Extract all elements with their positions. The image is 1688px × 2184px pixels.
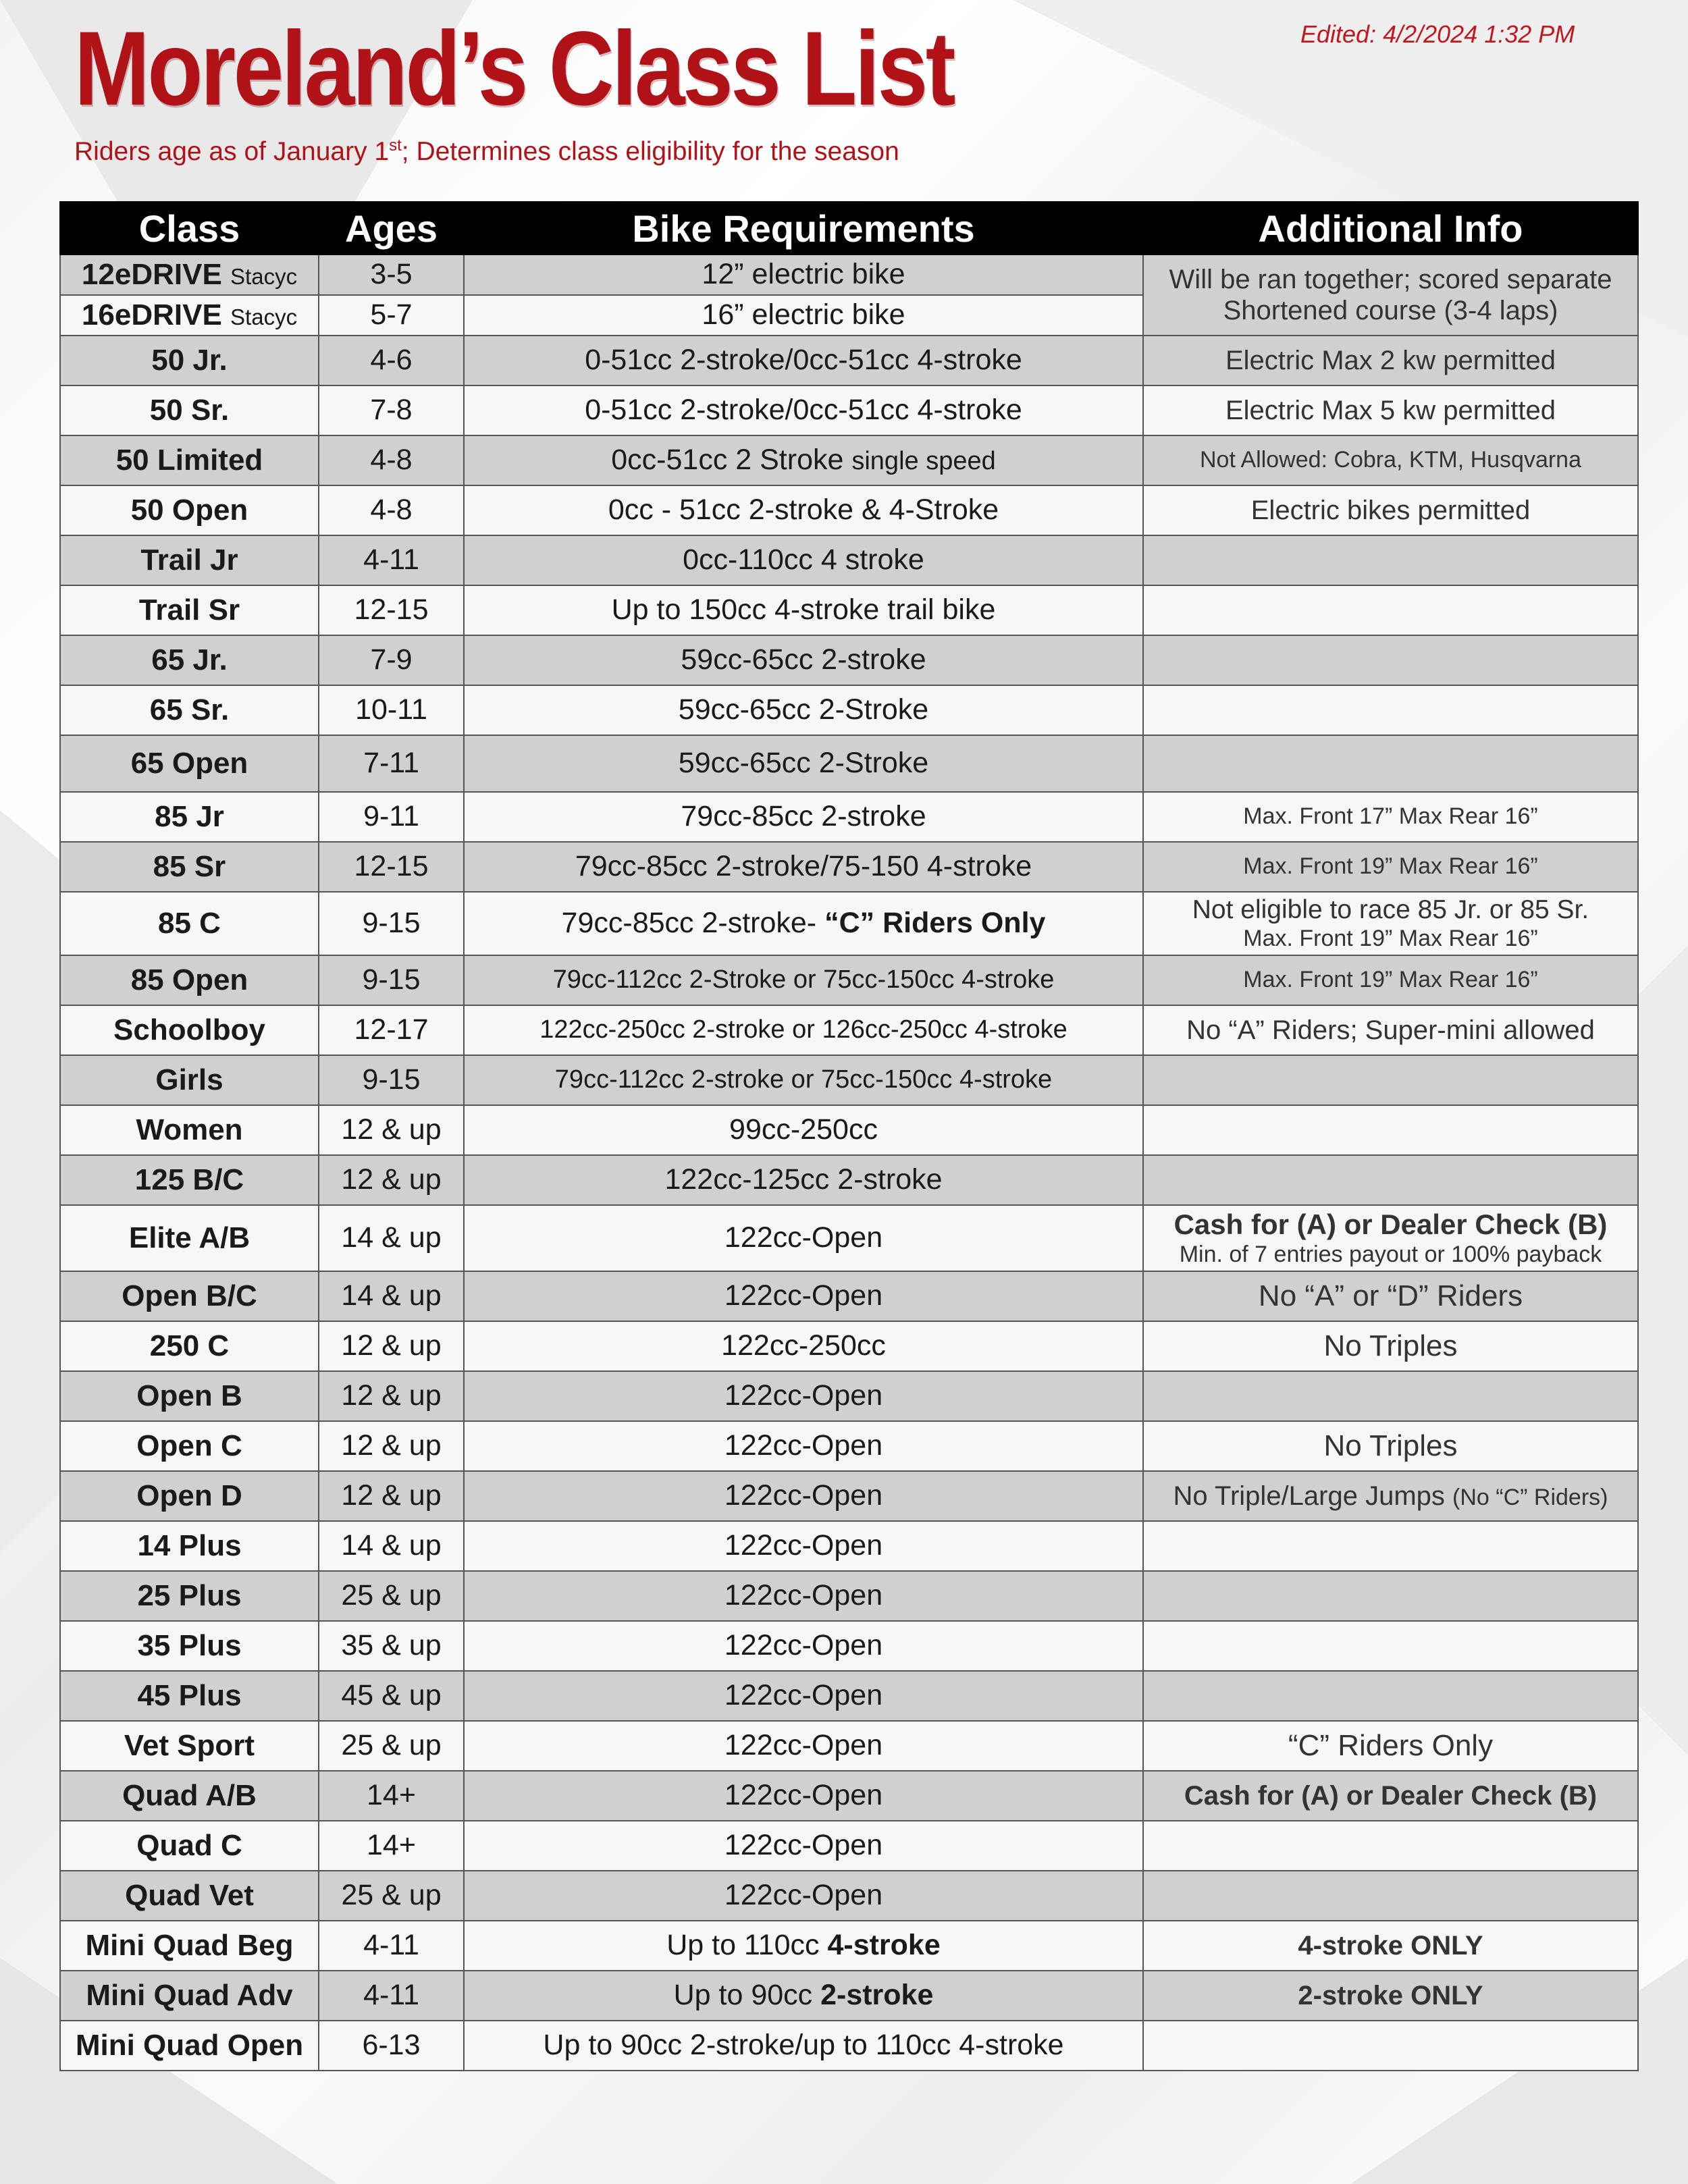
ages-cell: 12 & up bbox=[319, 1155, 464, 1205]
column-header-ages: Ages bbox=[319, 202, 464, 255]
ages-cell: 12 & up bbox=[319, 1371, 464, 1421]
class-table-wrapper bbox=[59, 201, 1639, 2071]
ages-cell: 3-5 bbox=[319, 255, 464, 295]
page-title: Moreland’s Class List bbox=[74, 10, 954, 128]
requirement-cell: 122cc-Open bbox=[464, 1271, 1143, 1321]
requirement-cell: 122cc-Open bbox=[464, 1871, 1143, 1921]
table-header-row bbox=[60, 202, 1638, 255]
requirement-cell: 122cc-Open bbox=[464, 1521, 1143, 1571]
ages-cell: 12-17 bbox=[319, 1005, 464, 1055]
table-row bbox=[60, 1521, 1638, 1571]
table-row bbox=[60, 735, 1638, 792]
requirement-cell: 122cc-Open bbox=[464, 1721, 1143, 1771]
info-cell: Cash for (A) or Dealer Check (B) bbox=[1143, 1771, 1638, 1821]
class-cell: Girls bbox=[60, 1055, 319, 1105]
requirement-cell: 122cc-250cc bbox=[464, 1321, 1143, 1371]
class-cell: 85 Open bbox=[60, 955, 319, 1005]
class-cell: Open D bbox=[60, 1471, 319, 1521]
table-row bbox=[60, 685, 1638, 735]
table-row bbox=[60, 1205, 1638, 1271]
edited-timestamp: Edited: 4/2/2024 1:32 PM bbox=[1300, 20, 1575, 48]
class-cell: Mini Quad Beg bbox=[60, 1921, 319, 1971]
class-cell: Schoolboy bbox=[60, 1005, 319, 1055]
table-row bbox=[60, 336, 1638, 385]
ages-cell: 9-11 bbox=[319, 792, 464, 842]
class-cell: 85 Sr bbox=[60, 842, 319, 892]
requirement-cell: Up to 150cc 4-stroke trail bike bbox=[464, 585, 1143, 635]
requirement-cell: Up to 90cc 2-stroke/up to 110cc 4-stroke bbox=[464, 2021, 1143, 2071]
info-cell bbox=[1143, 1521, 1638, 1571]
class-cell: 16eDRIVE Stacyc bbox=[60, 295, 319, 336]
table-row bbox=[60, 1271, 1638, 1321]
class-cell: Quad Vet bbox=[60, 1871, 319, 1921]
info-cell: No “A” Riders; Super-mini allowed bbox=[1143, 1005, 1638, 1055]
ages-cell: 4-8 bbox=[319, 435, 464, 485]
class-cell: Open B bbox=[60, 1371, 319, 1421]
ages-cell: 7-9 bbox=[319, 635, 464, 685]
class-cell: 25 Plus bbox=[60, 1571, 319, 1621]
table-row bbox=[60, 1155, 1638, 1205]
info-cell bbox=[1143, 585, 1638, 635]
ages-cell: 12-15 bbox=[319, 842, 464, 892]
column-header-class: Class bbox=[60, 202, 319, 255]
ages-cell: 25 & up bbox=[319, 1721, 464, 1771]
class-cell: Open B/C bbox=[60, 1271, 319, 1321]
ages-cell: 14 & up bbox=[319, 1205, 464, 1271]
ages-cell: 14+ bbox=[319, 1821, 464, 1871]
ages-cell: 12 & up bbox=[319, 1471, 464, 1521]
info-cell bbox=[1143, 1105, 1638, 1155]
class-cell: 45 Plus bbox=[60, 1671, 319, 1721]
requirement-cell: 122cc-Open bbox=[464, 1821, 1143, 1871]
class-cell: Women bbox=[60, 1105, 319, 1155]
ages-cell: 4-11 bbox=[319, 1971, 464, 2021]
class-cell: Trail Jr bbox=[60, 535, 319, 585]
requirement-cell: 0-51cc 2-stroke/0cc-51cc 4-stroke bbox=[464, 385, 1143, 435]
table-row bbox=[60, 1055, 1638, 1105]
class-cell: 125 B/C bbox=[60, 1155, 319, 1205]
table-row bbox=[60, 585, 1638, 635]
requirement-cell: 79cc-112cc 2-Stroke or 75cc-150cc 4-stroke bbox=[464, 955, 1143, 1005]
info-cell bbox=[1143, 735, 1638, 792]
table-row bbox=[60, 1921, 1638, 1971]
class-cell: Quad C bbox=[60, 1821, 319, 1871]
table-row bbox=[60, 1871, 1638, 1921]
class-cell: 50 Open bbox=[60, 485, 319, 535]
requirement-cell: 79cc-85cc 2-stroke/75-150 4-stroke bbox=[464, 842, 1143, 892]
class-cell: 14 Plus bbox=[60, 1521, 319, 1571]
requirement-cell: 122cc-125cc 2-stroke bbox=[464, 1155, 1143, 1205]
requirement-cell: Up to 110cc 4-stroke bbox=[464, 1921, 1143, 1971]
ages-cell: 6-13 bbox=[319, 2021, 464, 2071]
requirement-cell: 59cc-65cc 2-stroke bbox=[464, 635, 1143, 685]
class-cell: Vet Sport bbox=[60, 1721, 319, 1771]
ages-cell: 35 & up bbox=[319, 1621, 464, 1671]
info-cell bbox=[1143, 1821, 1638, 1871]
requirement-cell: 12” electric bike bbox=[464, 255, 1143, 295]
table-row bbox=[60, 1671, 1638, 1721]
info-cell: No “A” or “D” Riders bbox=[1143, 1271, 1638, 1321]
table-row bbox=[60, 1771, 1638, 1821]
info-cell bbox=[1143, 2021, 1638, 2071]
class-cell: Mini Quad Adv bbox=[60, 1971, 319, 2021]
requirement-cell: 122cc-Open bbox=[464, 1771, 1143, 1821]
info-cell bbox=[1143, 1671, 1638, 1721]
table-row bbox=[60, 842, 1638, 892]
info-cell: No Triple/Large Jumps (No “C” Riders) bbox=[1143, 1471, 1638, 1521]
requirement-cell: 122cc-Open bbox=[464, 1671, 1143, 1721]
info-cell: Electric bikes permitted bbox=[1143, 485, 1638, 535]
ages-cell: 9-15 bbox=[319, 892, 464, 955]
table-row bbox=[60, 1321, 1638, 1371]
ages-cell: 4-6 bbox=[319, 336, 464, 385]
info-cell: 2-stroke ONLY bbox=[1143, 1971, 1638, 2021]
table-row bbox=[60, 1971, 1638, 2021]
class-cell: 50 Limited bbox=[60, 435, 319, 485]
ages-cell: 4-11 bbox=[319, 1921, 464, 1971]
table-row bbox=[60, 1421, 1638, 1471]
table-row bbox=[60, 792, 1638, 842]
ages-cell: 12-15 bbox=[319, 585, 464, 635]
info-cell: Not eligible to race 85 Jr. or 85 Sr. Max. Front 19” Max Rear 16” bbox=[1143, 892, 1638, 955]
info-cell bbox=[1143, 535, 1638, 585]
table-row bbox=[60, 892, 1638, 955]
ages-cell: 12 & up bbox=[319, 1105, 464, 1155]
info-cell: No Triples bbox=[1143, 1421, 1638, 1471]
requirement-cell: 59cc-65cc 2-Stroke bbox=[464, 685, 1143, 735]
info-cell: Cash for (A) or Dealer Check (B) Min. of 7 entries payout or 100% payback bbox=[1143, 1205, 1638, 1271]
info-cell: Will be ran together; scored separate Shortened course (3-4 laps) bbox=[1143, 255, 1638, 336]
class-cell: 85 C bbox=[60, 892, 319, 955]
info-cell: Max. Front 19” Max Rear 16” bbox=[1143, 955, 1638, 1005]
info-cell bbox=[1143, 1155, 1638, 1205]
class-table bbox=[59, 201, 1639, 2071]
ages-cell: 12 & up bbox=[319, 1321, 464, 1371]
ages-cell: 4-11 bbox=[319, 535, 464, 585]
requirement-cell: 79cc-112cc 2-stroke or 75cc-150cc 4-stroke bbox=[464, 1055, 1143, 1105]
info-cell: 4-stroke ONLY bbox=[1143, 1921, 1638, 1971]
table-row bbox=[60, 255, 1638, 295]
class-cell: 35 Plus bbox=[60, 1621, 319, 1671]
info-cell: Not Allowed: Cobra, KTM, Husqvarna bbox=[1143, 435, 1638, 485]
table-row bbox=[60, 1371, 1638, 1421]
requirement-cell: 79cc-85cc 2-stroke- “C” Riders Only bbox=[464, 892, 1143, 955]
class-cell: Mini Quad Open bbox=[60, 2021, 319, 2071]
info-cell bbox=[1143, 685, 1638, 735]
class-cell: Open C bbox=[60, 1421, 319, 1471]
ages-cell: 45 & up bbox=[319, 1671, 464, 1721]
ages-cell: 25 & up bbox=[319, 1871, 464, 1921]
class-cell: 65 Jr. bbox=[60, 635, 319, 685]
ages-cell: 9-15 bbox=[319, 1055, 464, 1105]
class-cell: Trail Sr bbox=[60, 585, 319, 635]
requirement-cell: 122cc-Open bbox=[464, 1571, 1143, 1621]
info-cell: Electric Max 2 kw permitted bbox=[1143, 336, 1638, 385]
class-cell: Quad A/B bbox=[60, 1771, 319, 1821]
class-cell: 250 C bbox=[60, 1321, 319, 1371]
table-row bbox=[60, 1821, 1638, 1871]
table-row bbox=[60, 635, 1638, 685]
ages-cell: 10-11 bbox=[319, 685, 464, 735]
requirement-cell: 122cc-Open bbox=[464, 1621, 1143, 1671]
table-row bbox=[60, 485, 1638, 535]
class-cell: Elite A/B bbox=[60, 1205, 319, 1271]
table-row bbox=[60, 1005, 1638, 1055]
info-cell: Max. Front 17” Max Rear 16” bbox=[1143, 792, 1638, 842]
ages-cell: 9-15 bbox=[319, 955, 464, 1005]
info-cell bbox=[1143, 1871, 1638, 1921]
info-cell bbox=[1143, 1055, 1638, 1105]
info-cell bbox=[1143, 1621, 1638, 1671]
info-cell: Electric Max 5 kw permitted bbox=[1143, 385, 1638, 435]
table-row bbox=[60, 1105, 1638, 1155]
requirement-cell: 59cc-65cc 2-Stroke bbox=[464, 735, 1143, 792]
class-cell: 50 Sr. bbox=[60, 385, 319, 435]
class-cell: 50 Jr. bbox=[60, 336, 319, 385]
info-cell bbox=[1143, 1371, 1638, 1421]
requirement-cell: 122cc-Open bbox=[464, 1471, 1143, 1521]
requirement-cell: 122cc-Open bbox=[464, 1371, 1143, 1421]
table-row bbox=[60, 1571, 1638, 1621]
requirement-cell: Up to 90cc 2-stroke bbox=[464, 1971, 1143, 2021]
table-row bbox=[60, 535, 1638, 585]
info-cell: “C” Riders Only bbox=[1143, 1721, 1638, 1771]
ages-cell: 12 & up bbox=[319, 1421, 464, 1471]
ages-cell: 5-7 bbox=[319, 295, 464, 336]
ages-cell: 14+ bbox=[319, 1771, 464, 1821]
table-row bbox=[60, 385, 1638, 435]
info-cell: Max. Front 19” Max Rear 16” bbox=[1143, 842, 1638, 892]
requirement-cell: 16” electric bike bbox=[464, 295, 1143, 336]
page-subtitle: Riders age as of January 1st; Determines class eligibility for the season bbox=[74, 136, 899, 166]
ages-cell: 14 & up bbox=[319, 1271, 464, 1321]
table-row bbox=[60, 1471, 1638, 1521]
class-cell: 65 Open bbox=[60, 735, 319, 792]
column-header-additional-info: Additional Info bbox=[1143, 202, 1638, 255]
requirement-cell: 122cc-Open bbox=[464, 1421, 1143, 1471]
requirement-cell: 0cc-51cc 2 Stroke single speed bbox=[464, 435, 1143, 485]
class-cell: 85 Jr bbox=[60, 792, 319, 842]
requirement-cell: 79cc-85cc 2-stroke bbox=[464, 792, 1143, 842]
table-row bbox=[60, 435, 1638, 485]
table-row bbox=[60, 2021, 1638, 2071]
ages-cell: 25 & up bbox=[319, 1571, 464, 1621]
class-cell: 65 Sr. bbox=[60, 685, 319, 735]
ages-cell: 4-8 bbox=[319, 485, 464, 535]
info-cell bbox=[1143, 1571, 1638, 1621]
class-cell: 12eDRIVE Stacyc bbox=[60, 255, 319, 295]
table-row bbox=[60, 1621, 1638, 1671]
info-cell: No Triples bbox=[1143, 1321, 1638, 1371]
column-header-bike-requirements: Bike Requirements bbox=[464, 202, 1143, 255]
ages-cell: 7-8 bbox=[319, 385, 464, 435]
ages-cell: 7-11 bbox=[319, 735, 464, 792]
requirement-cell: 0-51cc 2-stroke/0cc-51cc 4-stroke bbox=[464, 336, 1143, 385]
requirement-cell: 99cc-250cc bbox=[464, 1105, 1143, 1155]
requirement-cell: 0cc-110cc 4 stroke bbox=[464, 535, 1143, 585]
table-row bbox=[60, 955, 1638, 1005]
table-row bbox=[60, 1721, 1638, 1771]
ages-cell: 14 & up bbox=[319, 1521, 464, 1571]
info-cell bbox=[1143, 635, 1638, 685]
requirement-cell: 122cc-Open bbox=[464, 1205, 1143, 1271]
requirement-cell: 0cc - 51cc 2-stroke & 4-Stroke bbox=[464, 485, 1143, 535]
requirement-cell: 122cc-250cc 2-stroke or 126cc-250cc 4-stroke bbox=[464, 1005, 1143, 1055]
